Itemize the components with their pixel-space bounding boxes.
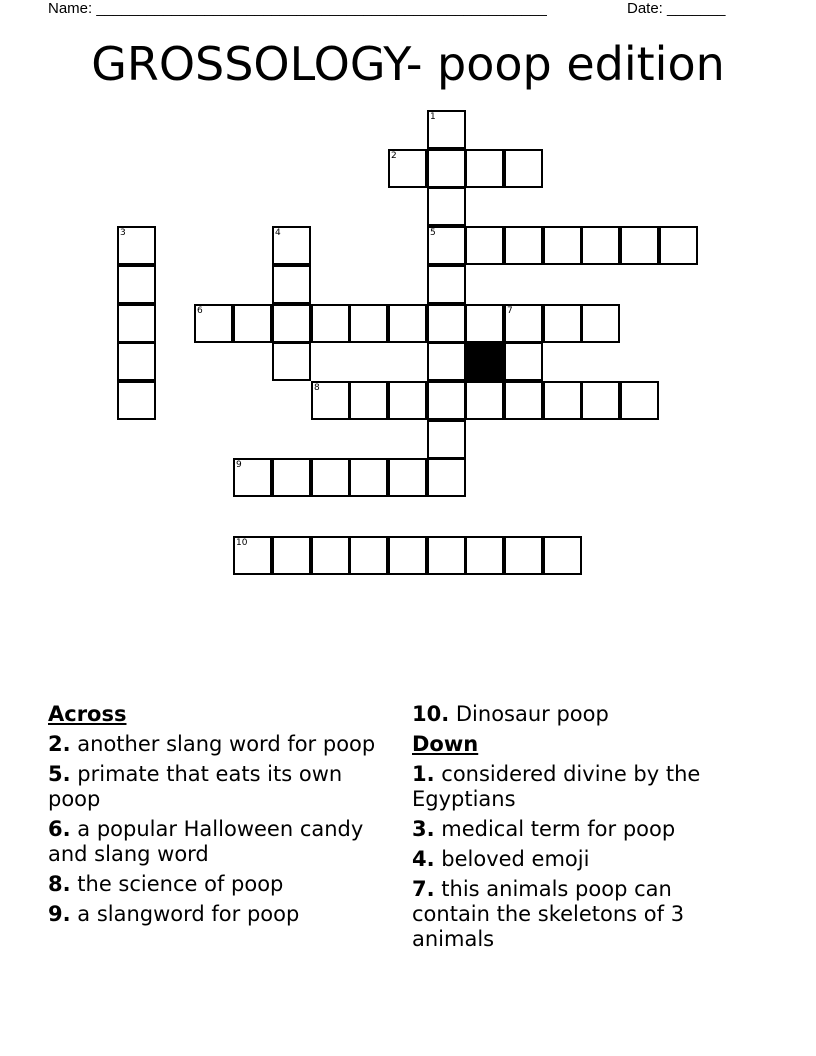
crossword-cell[interactable] <box>427 458 466 497</box>
crossword-cell[interactable] <box>427 110 466 149</box>
crossword-cell[interactable] <box>465 381 504 420</box>
crossword-cell[interactable] <box>388 149 427 188</box>
crossword-cell[interactable] <box>272 458 311 497</box>
crossword-cell[interactable] <box>620 226 659 265</box>
crossword-cell[interactable] <box>427 342 466 381</box>
crossword-cell[interactable] <box>543 304 582 343</box>
crossword-cell[interactable] <box>504 304 543 343</box>
crossword-cell[interactable] <box>427 187 466 226</box>
down-heading: Down <box>412 732 479 756</box>
clue-down-7: 7. this animals poop can contain the skeletons of 3 animals <box>412 877 685 951</box>
crossword-cell[interactable] <box>349 458 388 497</box>
crossword-cell[interactable] <box>465 536 504 575</box>
crossword-cell[interactable] <box>272 342 311 381</box>
clue-number-label: 2 <box>391 151 397 161</box>
clue-down-4: 4. beloved emoji <box>412 847 590 871</box>
crossword-cell[interactable] <box>504 226 543 265</box>
crossword-cell[interactable] <box>504 536 543 575</box>
date-field-label: Date: _______ <box>627 0 726 17</box>
crossword-cell[interactable] <box>272 304 311 343</box>
crossword-cell[interactable] <box>427 381 466 420</box>
crossword-cell[interactable] <box>117 342 156 381</box>
crossword-cell[interactable] <box>427 149 466 188</box>
crossword-cell[interactable] <box>543 226 582 265</box>
crossword-cell[interactable] <box>543 536 582 575</box>
crossword-block-cell <box>465 342 504 381</box>
crossword-cell[interactable] <box>427 304 466 343</box>
crossword-cell[interactable] <box>581 381 620 420</box>
crossword-cell[interactable] <box>620 381 659 420</box>
crossword-cell[interactable] <box>465 149 504 188</box>
clue-across-2: 2. another slang word for poop <box>48 732 376 756</box>
clue-across-10: 10. Dinosaur poop <box>412 702 609 726</box>
clue-down-1: 1. considered divine by the Egyptians <box>412 762 701 811</box>
crossword-cell[interactable] <box>349 304 388 343</box>
clue-across-8: 8. the science of poop <box>48 872 284 896</box>
clue-across-5: 5. primate that eats its own poop <box>48 762 343 811</box>
clue-number-label: 5 <box>430 228 436 238</box>
crossword-cell[interactable] <box>311 458 350 497</box>
crossword-cell[interactable] <box>427 226 466 265</box>
clue-down-3: 3. medical term for poop <box>412 817 676 841</box>
clue-number-label: 7 <box>507 306 513 316</box>
crossword-cell[interactable] <box>117 304 156 343</box>
crossword-cell[interactable] <box>504 342 543 381</box>
crossword-cell[interactable] <box>272 226 311 265</box>
crossword-cell[interactable] <box>581 304 620 343</box>
clue-number-label: 8 <box>314 383 320 393</box>
crossword-cell[interactable] <box>272 536 311 575</box>
crossword-cell[interactable] <box>194 304 233 343</box>
crossword-cell[interactable] <box>311 381 350 420</box>
crossword-cell[interactable] <box>233 536 272 575</box>
crossword-cell[interactable] <box>117 226 156 265</box>
crossword-cell[interactable] <box>117 381 156 420</box>
crossword-cell[interactable] <box>311 304 350 343</box>
crossword-cell[interactable] <box>388 536 427 575</box>
crossword-cell[interactable] <box>117 265 156 304</box>
name-field-label: Name: ______________________________________________________ <box>48 0 547 17</box>
crossword-cell[interactable] <box>349 381 388 420</box>
clue-number-label: 9 <box>236 460 242 470</box>
crossword-cell[interactable] <box>427 265 466 304</box>
crossword-cell[interactable] <box>465 226 504 265</box>
clues-column-right <box>412 702 742 957</box>
crossword-cell[interactable] <box>581 226 620 265</box>
crossword-cell[interactable] <box>388 458 427 497</box>
crossword-cell[interactable] <box>427 420 466 459</box>
crossword-cell[interactable] <box>427 536 466 575</box>
clue-number-label: 1 <box>430 112 436 122</box>
crossword-cell[interactable] <box>543 381 582 420</box>
clue-number-label: 4 <box>275 228 281 238</box>
crossword-cell[interactable] <box>272 265 311 304</box>
crossword-cell[interactable] <box>388 304 427 343</box>
crossword-cell[interactable] <box>233 304 272 343</box>
clue-across-9: 9. a slangword for poop <box>48 902 300 926</box>
clue-number-label: 10 <box>236 538 248 548</box>
crossword-cell[interactable] <box>233 458 272 497</box>
crossword-cell[interactable] <box>311 536 350 575</box>
clue-across-6: 6. a popular Halloween candy and slang word <box>48 817 364 866</box>
crossword-cell[interactable] <box>349 536 388 575</box>
crossword-cell[interactable] <box>388 381 427 420</box>
clue-number-label: 6 <box>197 306 203 316</box>
crossword-cell[interactable] <box>504 149 543 188</box>
page-title: GROSSOLOGY- poop edition <box>91 37 725 91</box>
crossword-cell[interactable] <box>659 226 698 265</box>
across-heading: Across <box>48 702 127 726</box>
crossword-cell[interactable] <box>465 304 504 343</box>
crossword-cell[interactable] <box>504 381 543 420</box>
clue-number-label: 3 <box>120 228 126 238</box>
clues-column-left <box>48 702 383 932</box>
